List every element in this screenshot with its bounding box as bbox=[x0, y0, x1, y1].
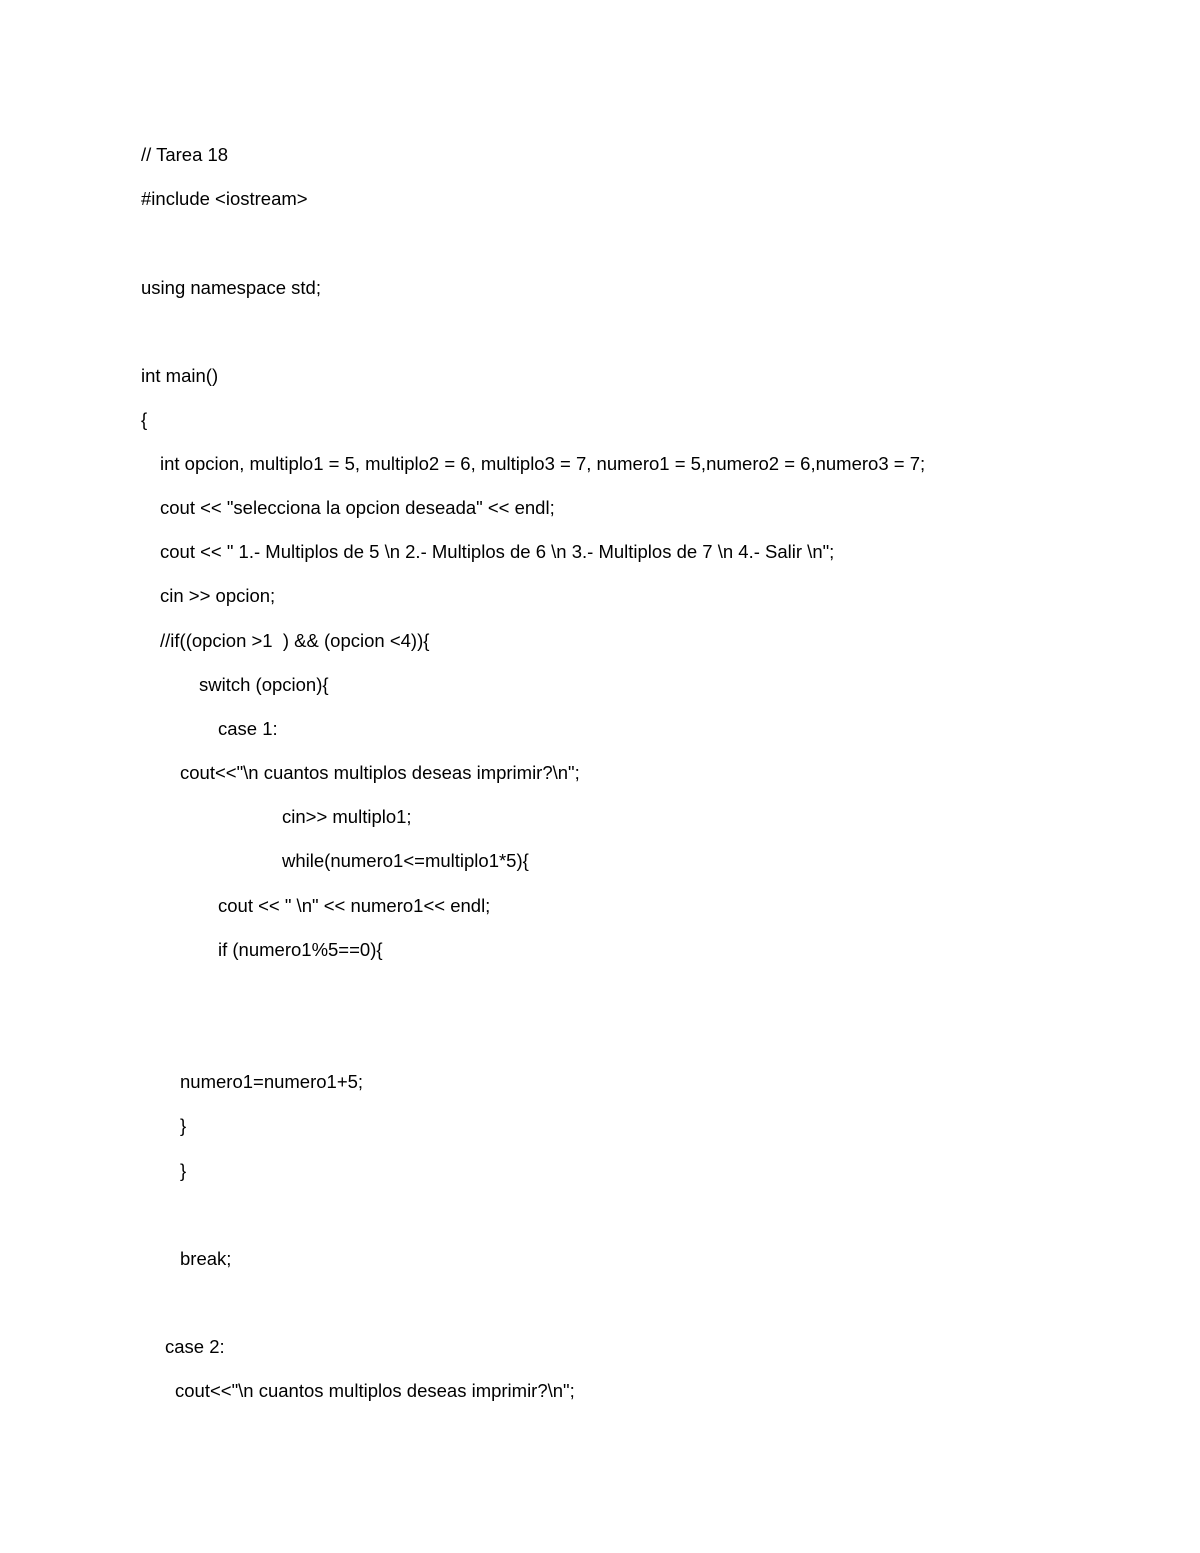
code-line-close-brace-while: } bbox=[180, 1160, 187, 1181]
code-line-using-namespace: using namespace std; bbox=[141, 277, 321, 298]
code-line-commented-if: //if((opcion >1 ) && (opcion <4)){ bbox=[160, 630, 430, 651]
code-line-cin-multiplo1: cin>> multiplo1; bbox=[282, 806, 412, 827]
code-line-declarations: int opcion, multiplo1 = 5, multiplo2 = 6, multiplo3 = 7, numero1 = 5,numero2 = 6,numero3 = 7; bbox=[160, 453, 926, 474]
code-line-switch: switch (opcion){ bbox=[199, 674, 329, 695]
code-line-cout-prompt: cout << "selecciona la opcion deseada" << endl; bbox=[160, 497, 555, 518]
code-line-main-signature: int main() bbox=[141, 365, 219, 386]
code-line-increment: numero1=numero1+5; bbox=[180, 1071, 364, 1092]
code-line-cout-question-1: cout<<"\n cuantos multiplos deseas imprimir?\n"; bbox=[180, 762, 580, 783]
code-line-include: #include <iostream> bbox=[141, 188, 308, 209]
code-line-close-brace-if: } bbox=[180, 1115, 187, 1136]
code-line-cin-opcion: cin >> opcion; bbox=[160, 585, 276, 606]
code-line-cout-menu: cout << " 1.- Multiplos de 5 \n 2.- Multiplos de 6 \n 3.- Multiplos de 7 \n 4.- Salir \n"; bbox=[160, 541, 835, 562]
code-line-break: break; bbox=[180, 1248, 232, 1269]
code-line-while: while(numero1<=multiplo1*5){ bbox=[282, 850, 529, 871]
code-line-open-brace: { bbox=[141, 409, 148, 430]
code-line-cout-question-2: cout<<"\n cuantos multiplos deseas imprimir?\n"; bbox=[175, 1380, 575, 1401]
code-line-comment-title: // Tarea 18 bbox=[141, 144, 229, 165]
code-line-case-1: case 1: bbox=[218, 718, 278, 739]
code-line-if-modulo: if (numero1%5==0){ bbox=[218, 939, 383, 960]
code-line-cout-numero1: cout << " \n" << numero1<< endl; bbox=[218, 895, 491, 916]
code-line-case-2: case 2: bbox=[165, 1336, 225, 1357]
